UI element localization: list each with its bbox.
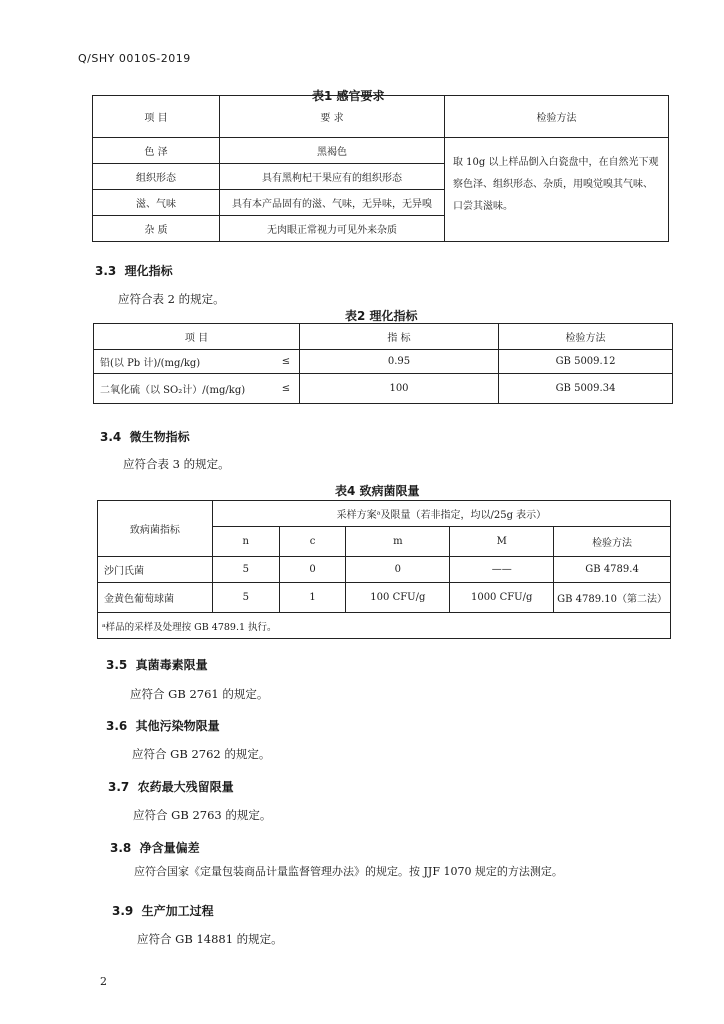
table-cell: 0 [279, 557, 346, 583]
table-header-cell: 检验方法 [445, 96, 669, 138]
table-cell-method: GB 5009.12 [499, 350, 673, 374]
table-cell-name: 金黄色葡萄球菌 [98, 583, 213, 613]
section-3-7-heading [108, 778, 234, 795]
section-number: 3.7 [108, 780, 130, 794]
table-header-cell: 检验方法 [499, 324, 673, 350]
table-cell-item: 二氧化硫（以 SO₂计）/(mg/kg) [94, 374, 274, 404]
table-row [93, 138, 669, 164]
table-header-cell: 致病菌指标 [98, 501, 213, 557]
table-header-cell: 指 标 [300, 324, 499, 350]
section-title: 微生物指标 [129, 430, 190, 444]
table-cell-method: GB 4789.10（第二法） [554, 583, 671, 613]
table-cell-value: 100 [300, 374, 499, 404]
table-cell: 滋、气味 [93, 190, 220, 216]
table-header-row [94, 324, 673, 350]
table1-sensory [92, 95, 669, 242]
table-cell: 5 [212, 557, 279, 583]
table-cell: 具有黑枸杞干果应有的组织形态 [220, 164, 445, 190]
table-cell: 色 泽 [93, 138, 220, 164]
table-header-cell: c [279, 527, 346, 557]
table-cell: 1000 CFU/g [450, 583, 554, 613]
section-number: 3.8 [110, 841, 132, 855]
section-number: 3.3 [95, 264, 117, 278]
table2-physicochemical [93, 323, 673, 404]
section-3-5-heading [106, 656, 208, 673]
section-3-4-text: 应符合表 3 的规定。 [123, 457, 230, 471]
section-3-5-text: 应符合 GB 2761 的规定。 [130, 687, 269, 701]
table-row [94, 350, 673, 374]
table-cell: 无肉眼正常视力可见外来杂质 [220, 216, 445, 242]
section-3-3-heading [95, 262, 173, 279]
table-cell: 具有本产品固有的滋、气味，无异味，无异嗅 [220, 190, 445, 216]
table-header-cell: 采样方案ᵃ及限量（若非指定，均以/25g 表示） [212, 501, 670, 527]
section-3-9-heading [112, 902, 214, 919]
section-title: 农药最大残留限量 [137, 780, 234, 794]
section-title: 生产加工过程 [141, 904, 214, 918]
table-cell: 0 [346, 557, 450, 583]
section-number: 3.4 [100, 430, 122, 444]
table-cell-operator: ≤ [273, 374, 300, 404]
table-cell: 组织形态 [93, 164, 220, 190]
section-3-9-text: 应符合 GB 14881 的规定。 [137, 932, 283, 946]
table-cell: 黑褐色 [220, 138, 445, 164]
table-cell-item: 铅(以 Pb 计)/(mg/kg) [94, 350, 274, 374]
section-number: 3.5 [106, 658, 128, 672]
page-number: 2 [100, 975, 107, 988]
table-header-row [93, 96, 669, 138]
section-number: 3.9 [112, 904, 134, 918]
section-3-6-text: 应符合 GB 2762 的规定。 [132, 747, 271, 761]
table-row [94, 374, 673, 404]
table1-caption: 表1 感官要求 [312, 89, 385, 103]
table-cell: —— [450, 557, 554, 583]
table2-caption: 表2 理化指标 [345, 309, 418, 323]
table4-pathogens [97, 500, 671, 639]
table-cell-method: 取 10g 以上样品倒入白瓷盘中，在自然光下观察色泽、组织形态、杂质，用嗅觉嗅其气味、口尝其滋味。 [445, 138, 669, 242]
table-cell-operator: ≤ [273, 350, 300, 374]
section-3-3-text: 应符合表 2 的规定。 [118, 292, 225, 306]
section-3-8-text: 应符合国家《定量包装商品计量监督管理办法》的规定。按 JJF 1070 规定的方法测定。 [134, 865, 563, 878]
section-3-7-text: 应符合 GB 2763 的规定。 [133, 808, 272, 822]
table-row [98, 583, 671, 613]
table-cell-value: 0.95 [300, 350, 499, 374]
table-cell: 1 [279, 583, 346, 613]
table-header-cell: n [212, 527, 279, 557]
section-title: 真菌毒素限量 [135, 658, 208, 672]
table-footnote: ᵃ样品的采样及处理按 GB 4789.1 执行。 [98, 613, 671, 639]
table-cell-name: 沙门氏菌 [98, 557, 213, 583]
section-number: 3.6 [106, 719, 128, 733]
table4-caption: 表4 致病菌限量 [335, 484, 420, 498]
section-3-8-heading [110, 839, 200, 856]
table-cell-method: GB 4789.4 [554, 557, 671, 583]
section-3-6-heading [106, 717, 220, 734]
table-cell-method: GB 5009.34 [499, 374, 673, 404]
table-cell: 杂 质 [93, 216, 220, 242]
table-header-row [98, 501, 671, 527]
table-header-cell: 项 目 [94, 324, 300, 350]
section-title: 净含量偏差 [139, 841, 200, 855]
table-header-cell: 检验方法 [554, 527, 671, 557]
table-header-cell: 项 目 [93, 96, 220, 138]
table-header-cell: M [450, 527, 554, 557]
table-footnote-row [98, 613, 671, 639]
section-3-4-heading [100, 428, 190, 445]
table-row [98, 557, 671, 583]
table-cell: 5 [212, 583, 279, 613]
table-header-cell: 要 求 [220, 96, 445, 138]
document-code: Q/SHY 0010S-2019 [78, 52, 191, 65]
section-title: 其他污染物限量 [135, 719, 220, 733]
table-header-cell: m [346, 527, 450, 557]
table-cell: 100 CFU/g [346, 583, 450, 613]
section-title: 理化指标 [124, 264, 173, 278]
